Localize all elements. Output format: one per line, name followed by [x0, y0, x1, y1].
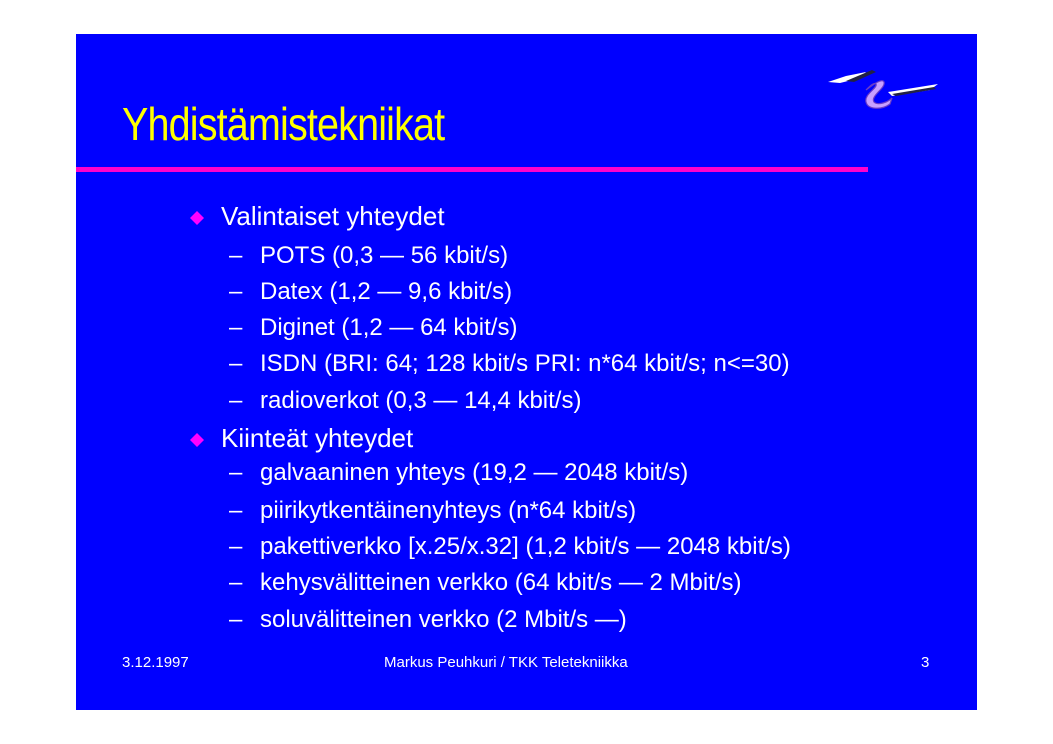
dash-marker: –: [229, 314, 243, 341]
dash-marker: –: [229, 497, 243, 524]
section-heading: Valintaiset yhteydet: [221, 201, 445, 231]
list-item: soluvälitteinen verkko (2 Mbit/s —): [260, 606, 627, 633]
footer-date: 3.12.1997: [122, 654, 189, 671]
list-item: galvaaninen yhteys (19,2 — 2048 kbit/s): [260, 459, 689, 486]
list-item: piirikytkentäinenyhteys (n*64 kbit/s): [260, 497, 637, 524]
list-item: ISDN (BRI: 64; 128 kbit/s PRI: n*64 kbit/s; n<=30): [260, 350, 790, 377]
dash-marker: –: [229, 459, 243, 486]
diamond-bullet-icon: [189, 432, 205, 448]
dash-marker: –: [229, 242, 243, 269]
dash-marker: –: [229, 350, 243, 377]
list-item: kehysvälitteinen verkko (64 kbit/s — 2 Mbit/s): [260, 569, 742, 596]
list-item: pakettiverkko [x.25/x.32] (1,2 kbit/s — 2048 kbit/s): [260, 533, 791, 560]
dash-marker: –: [229, 387, 243, 414]
dash-marker: –: [229, 606, 243, 633]
list-item: Diginet (1,2 — 64 kbit/s): [260, 314, 518, 341]
dash-marker: –: [229, 278, 243, 305]
slide: [76, 34, 977, 710]
diamond-bullet-icon: [189, 210, 205, 226]
section-heading: Kiinteät yhteydet: [221, 423, 414, 453]
list-item: POTS (0,3 — 56 kbit/s): [260, 242, 509, 269]
footer-page-number: 3: [921, 654, 930, 671]
footer-author: Markus Peuhkuri / TKK Teletekniikka: [384, 654, 628, 671]
dash-marker: –: [229, 533, 243, 560]
list-item: radioverkot (0,3 — 14,4 kbit/s): [260, 387, 582, 414]
hut-logo-icon: [826, 62, 941, 112]
list-item: Datex (1,2 — 9,6 kbit/s): [260, 278, 513, 305]
title-underline: [76, 167, 868, 172]
dash-marker: –: [229, 569, 243, 596]
slide-title: Yhdistämistekniikat: [122, 98, 445, 150]
